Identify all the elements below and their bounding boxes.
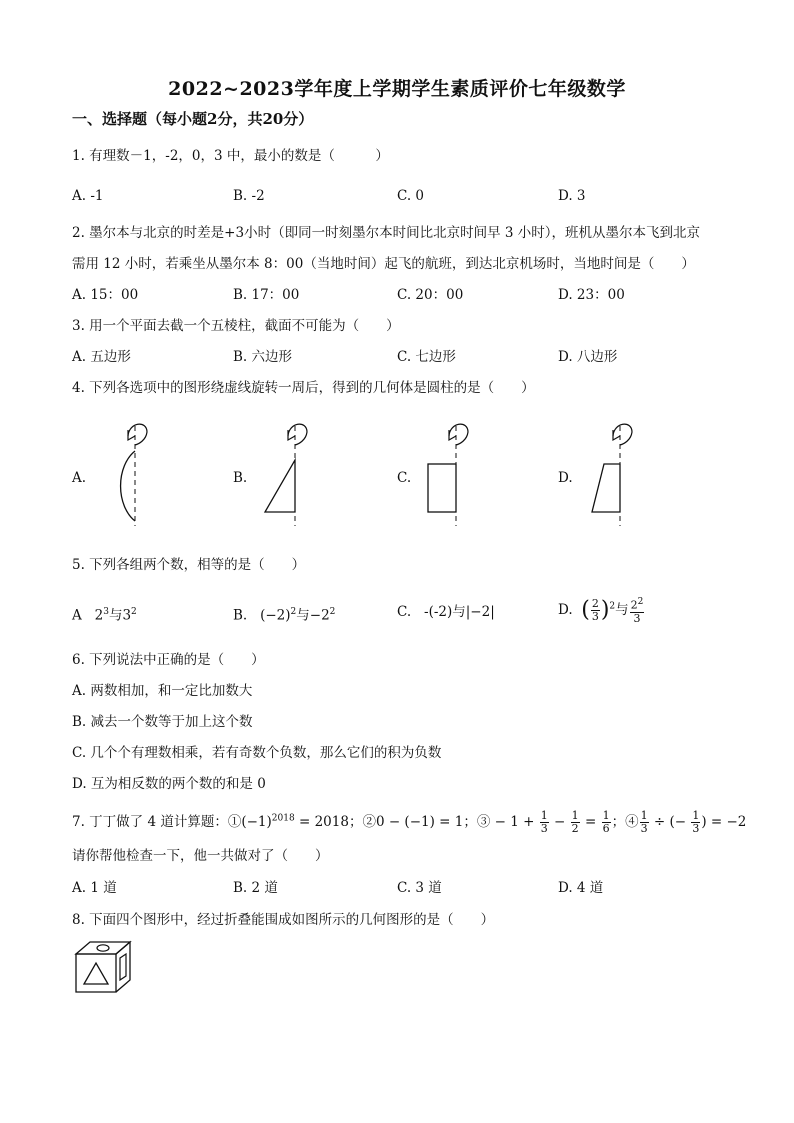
q2-option-a[interactable]: A. 15：00 <box>72 287 139 303</box>
q7-expr4-frac1: $\frac{1}{3}$ <box>640 809 648 835</box>
q5-option-c[interactable] <box>397 604 495 620</box>
q5-d-fraction: $\frac{2}{3}$ <box>591 596 599 623</box>
q4-figure-b-triangle <box>255 418 325 530</box>
q6-option-c[interactable]: C. 几个个有理数相乘，若有奇数个负数，那么它们的积为负数 <box>72 745 442 761</box>
q5-b-exp2: 2 <box>329 607 336 617</box>
q1-option-a[interactable]: A. -1 <box>72 188 104 204</box>
q2-option-c[interactable]: C. 20：00 <box>397 287 464 303</box>
q7-expr1-exp: 2018 <box>271 813 295 824</box>
question-7 <box>72 810 746 835</box>
question-5: 5. 下列各组两个数，相等的是（ ） <box>72 557 306 573</box>
q1-option-b[interactable]: B. -2 <box>233 188 265 204</box>
q2-option-b[interactable]: B. 17：00 <box>233 287 300 303</box>
q4-option-d-label[interactable]: D. <box>558 470 573 486</box>
q7-expr3-end: ； <box>611 814 626 830</box>
q6-option-a[interactable]: A. 两数相加，和一定比加数大 <box>72 683 253 699</box>
question-6: 6. 下列说法中正确的是（ ） <box>72 652 265 668</box>
q5-b-mid: 与−2 <box>296 607 330 624</box>
q7-expr3-eq: = <box>580 814 601 830</box>
q7-expr3-pre: ③ − 1 + <box>476 814 539 830</box>
q5-d-mid: 与 <box>615 601 629 618</box>
q5-d-exp: 2 <box>609 601 616 612</box>
q5-a-exp2: 2 <box>131 607 137 617</box>
question-7-line-2: 请你帮他检查一下，他一共做对了（ ） <box>72 848 329 864</box>
question-2-line-1: 2. 墨尔本与北京的时差是+3小时（即同一时刻墨尔本时间比北京时间早 3 小时），班机从墨尔本飞到北京 <box>72 225 700 241</box>
q7-expr2: ②0 − (−1) = 1； <box>362 814 477 830</box>
q4-figure-c-rectangle <box>416 418 486 530</box>
q4-option-b-label[interactable]: B. <box>233 470 248 486</box>
q8-cube-figure <box>72 940 136 996</box>
q2-option-d[interactable]: D. 23：00 <box>558 287 625 303</box>
q5-option-a[interactable] <box>72 604 137 624</box>
question-8: 8. 下面四个图形中，经过折叠能围成如图所示的几何图形的是（ ） <box>72 912 495 928</box>
question-4: 4. 下列各选项中的图形绕虚线旋转一周后，得到的几何体是圆柱的是（ ） <box>72 380 535 396</box>
q1-option-d[interactable]: D. 3 <box>558 188 586 204</box>
q5-a-exp1: 3 <box>103 607 109 617</box>
q3-option-b[interactable]: B. 六边形 <box>233 349 293 365</box>
q7-expr4-mid: ÷ (− <box>649 814 691 830</box>
q3-option-d[interactable]: D. 八边形 <box>558 349 618 365</box>
q7-expr4-frac2: $\frac{1}{3}$ <box>692 809 700 835</box>
q5-d-label: D. <box>558 601 573 618</box>
q5-a-mid: 与 <box>108 607 123 624</box>
page-title: 2022~2023学年度上学期学生素质评价七年级数学 <box>168 78 626 100</box>
q5-b-label: B. <box>233 607 248 624</box>
q7-expr1-rest: = 2018； <box>294 814 363 830</box>
q3-option-c[interactable]: C. 七边形 <box>397 349 456 365</box>
q7-expr1: (−1) <box>241 814 272 830</box>
q5-b-exp: 2 <box>290 607 297 617</box>
question-3: 3. 用一个平面去截一个五棱柱，截面不可能为（ ） <box>72 318 400 334</box>
q4-option-c-label[interactable]: C. <box>397 470 412 486</box>
q7-expr3-frac1: $\frac{1}{3}$ <box>540 809 548 835</box>
q7-expr3-frac3: $\frac{1}{6}$ <box>602 809 610 835</box>
q7-option-b[interactable]: B. 2 道 <box>233 880 278 896</box>
q5-d-fraction2: $\frac{2^2}{3}$ <box>630 597 644 625</box>
section-heading: 一、选择题（每小题2分，共20分） <box>72 110 314 128</box>
q5-c-expression: -(-2)与|−2| <box>424 604 495 620</box>
question-2-line-2: 需用 12 小时，若乘坐从墨尔本 8：00（当地时间）起飞的航班，到达北京机场时，当地时间是（ ） <box>72 256 695 272</box>
q7-option-a[interactable]: A. 1 道 <box>72 880 117 896</box>
question-1: 1. 有理数－1，-2，0，3 中，最小的数是（ ） <box>72 148 389 164</box>
q7-option-d[interactable]: D. 4 道 <box>558 880 604 896</box>
q4-option-a-label[interactable]: A. <box>72 470 87 486</box>
q7-option-c[interactable]: C. 3 道 <box>397 880 442 896</box>
q5-a-base1: 2 <box>94 607 104 624</box>
q1-option-c[interactable]: C. 0 <box>397 188 425 204</box>
q7-expr3-frac2: $\frac{1}{2}$ <box>571 809 579 835</box>
q7-expr4-pre: ④ <box>625 814 639 830</box>
q6-option-d[interactable]: D. 互为相反数的两个数的和是 0 <box>72 776 266 792</box>
q6-option-b[interactable]: B. 减去一个数等于加上这个数 <box>72 714 253 730</box>
q5-c-label: C. <box>397 604 412 620</box>
q4-figure-d-trapezoid <box>580 418 650 530</box>
q5-d-paren-close: ) <box>600 597 610 623</box>
q5-option-b[interactable] <box>233 604 335 624</box>
q5-a-label: A <box>72 607 82 624</box>
q5-option-d[interactable] <box>558 596 645 625</box>
q7-prefix: 7. 丁丁做了 4 道计算题：① <box>72 814 242 830</box>
q4-figure-a-semicircle <box>95 418 165 530</box>
q5-d-paren-open: ( <box>581 597 590 623</box>
q5-a-base2: 3 <box>122 607 132 624</box>
q7-expr3-mid: − <box>549 814 570 830</box>
q5-b-left: (−2) <box>260 607 291 624</box>
q3-option-a[interactable]: A. 五边形 <box>72 349 131 365</box>
q7-expr4-end: ) = −2 <box>701 814 747 830</box>
